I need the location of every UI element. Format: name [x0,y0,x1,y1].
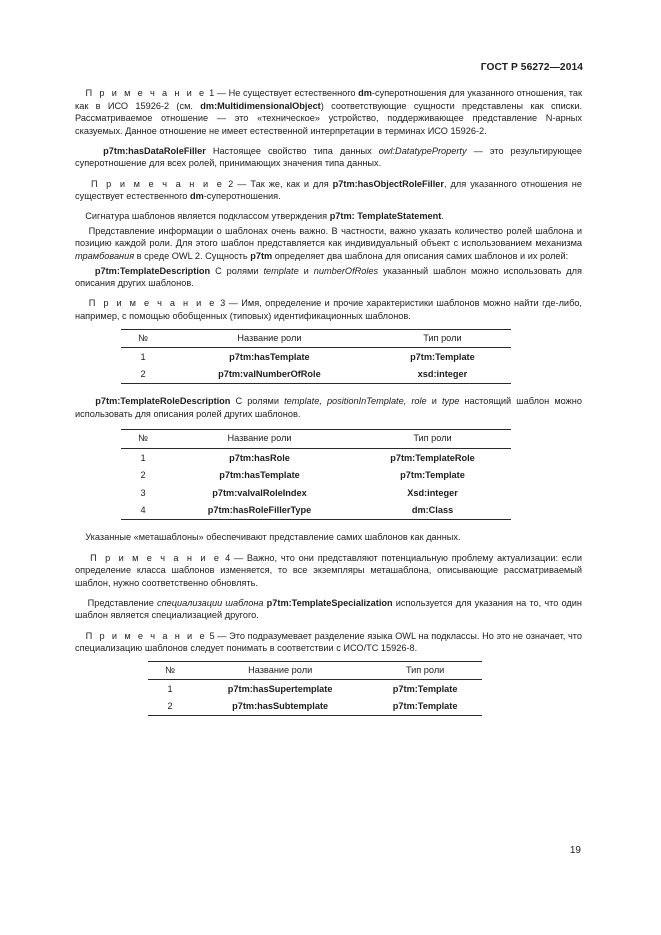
table-row: 2 p7tm:valNumberOfRole xsd:integer [121,366,511,384]
table-row: 1 p7tm:hasRole p7tm:TemplateRole [140,452,475,463]
col-header-role-type: Тип роли [368,661,482,680]
note-5: П р и м е ч а н и е 5 — Это подразумевает разделение языка OWL на подклассы. Но это не означает, что специализацию шаблонов следует понимать в соответствии с ИСО/ТС 15926-8. [75,630,583,654]
table-row: 2 p7tm:hasSubtemplate p7tm:Template [148,698,482,716]
document-id-header: ГОСТ Р 56272—2014 [480,62,583,73]
table-template-role-description [121,429,511,520]
note-4: П р и м е ч а н и е 4 — Важно, что они представляют потенциальную проблему актуализации: если определение класса шаблонов изменяется, то все экземпляры меташаблона, описывающие рассматриваемый шаблон, нужно соответственно обновлять. [75,552,583,588]
note-5-label: П р и м е ч а н и е [85,630,207,641]
para-representation: Представление информации о шаблонах очень важно. В частности, важно указать количество ролей шаблона и позицию каждой роли. Для этого шаблон представляется как индивидуальный объект с использованием механизма трамбования в среде OWL 2. Сущность p7tm определяет два шаблона для описания самих шаблонов и их ролей: [75,225,583,262]
note-1-label: П р и м е ч а н и е [85,88,207,98]
para-signature: Сигнатура шаблонов является подклассом утверждения p7tm: TemplateStatement. [85,211,444,222]
table-template-specialization [148,661,482,717]
para-template-role-description: p7tm:TemplateRoleDescription С ролями template, positionInTemplate, role и type настоящий шаблон можно использовать для описания ролей других шаблонов. [75,396,582,419]
para-specialization: Представление специализации шаблона p7tm:TemplateSpecialization используется для указания на то, что один шаблон является специализацией другого. [75,597,582,621]
para-metatemplates: Указанные «меташаблоны» обеспечивают представление самих шаблонов как данных. [85,532,461,543]
note-3: П р и м е ч а н и е 3 — Имя, определение и прочие характеристики шаблонов можно найти где-либо, например, с помощью обобщенных (типовых) идентификационных шаблонов. [75,298,582,321]
col-header-role-name: Название роли [165,329,374,348]
para-data-role-filler: p7tm:hasDataRoleFiller Настоящее свойство типа данных owl:DatatypeProperty — это результирующее суперотношение для всех ролей, принимающих значения типа данных. [75,145,583,169]
note-1: П р и м е ч а н и е 1 — Не существует естественного dm-суперотношения для указанного отношения, так как в ИСО 15926-2 (см. dm:MultidimensionalObject) соответствующие сущности представлены как списки. Рассматриваемое отношение — это «техническое» устройство, поддерживающее представление N-арных сказуемых. Данное отношение не имеет естественной интерпретации в терминах ИСО 15926-2. [75,88,582,136]
para-template-description: p7tm:TemplateDescription С ролями template и numberOfRoles указанный шаблон можно использовать для описания других шаблонов. [75,265,582,289]
note-2-label: П р и м е ч а н и е [90,178,225,189]
col-header-role-name: Название роли [165,430,354,449]
note-3-label: П р и м е ч а н и е [88,298,217,309]
col-header-number: № [148,661,192,680]
col-header-number: № [121,329,165,348]
note-4-label: П р и м е ч а н и е [90,552,222,563]
table-row: 1 p7tm:hasTemplate p7tm:Template [140,351,475,362]
table-row: 1 p7tm:hasSupertemplate p7tm:Template [167,683,458,694]
col-header-role-type: Тип роли [354,430,511,449]
col-header-role-name: Название роли [192,661,368,680]
col-header-number: № [121,430,165,449]
col-header-role-type: Тип роли [374,329,511,348]
note-2: П р и м е ч а н и е 2 — Так же, как и для p7tm:hasObjectRoleFiller, для указанного отношения не существует естественного dm-суперотношения. [75,178,582,202]
table-header-row [121,329,511,348]
table-row: 4 p7tm:hasRoleFillerType dm:Class [121,502,511,520]
table-row: 2 p7tm:hasTemplate p7tm:Template [140,470,465,481]
table-row: 3 p7tm:valvalRoleIndex Xsd:integer [140,487,458,498]
table-template-description [121,329,511,385]
page-body [75,87,582,716]
table-header-row [121,430,511,449]
page-number: 19 [569,845,581,856]
table-header-row [148,661,482,680]
